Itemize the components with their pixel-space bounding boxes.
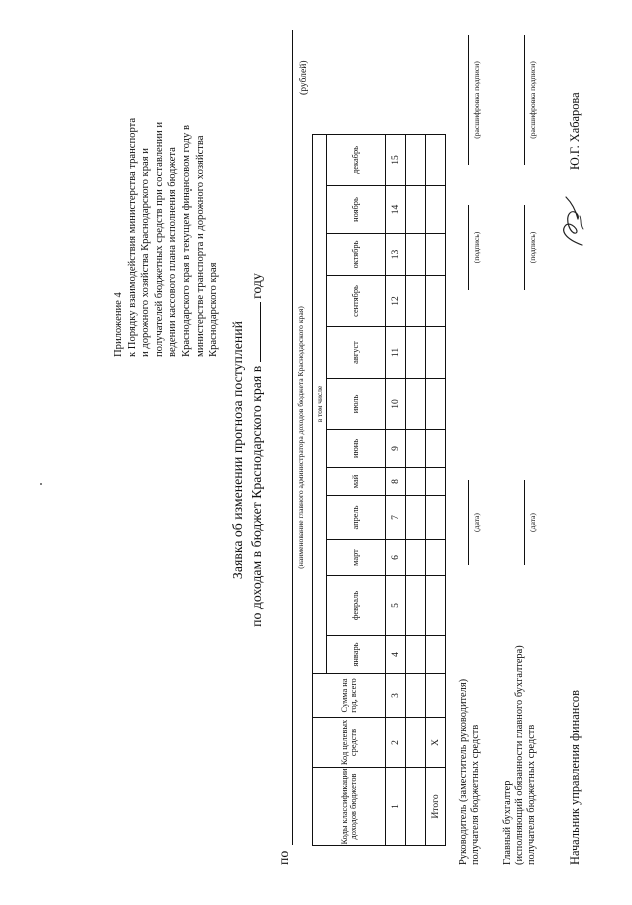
table-cell — [406, 327, 426, 379]
head-sign-line — [468, 205, 469, 290]
appendix-line: Краснодарского края — [208, 262, 220, 357]
subtitle-prefix: по доходам в бюджет Краснодарского края в — [249, 365, 264, 627]
table-cell — [426, 674, 446, 718]
header-month: декабрь — [327, 135, 386, 186]
table-cell — [406, 540, 426, 576]
appendix-line: ведении кассового плана исполнения бюджета — [167, 147, 179, 357]
scan-speck — [40, 483, 42, 485]
table-cell — [406, 234, 426, 276]
table-cell — [406, 379, 426, 430]
accountant-sign-caption: (подпись) — [528, 231, 537, 264]
column-number: 4 — [386, 636, 406, 674]
appendix-line: Краснодарского края в текущем финансовом году в — [180, 125, 192, 357]
table-cell — [426, 234, 446, 276]
header-month: март — [327, 540, 386, 576]
table-cell — [406, 576, 426, 636]
table-number-row — [386, 135, 406, 846]
units-label: (рублей) — [298, 60, 309, 95]
header-month: август — [327, 327, 386, 379]
head-date-caption: (дата) — [472, 513, 481, 532]
column-number: 10 — [386, 379, 406, 430]
accountant-label-line: Главный бухгалтер — [502, 780, 513, 865]
table-cell — [426, 186, 446, 234]
column-number: 13 — [386, 234, 406, 276]
header-target-code: Код целевых средств — [313, 718, 386, 768]
administrator-caption: (наименование главного администратора доходов бюджета Краснодарского края) — [296, 306, 305, 569]
appendix-line: к Порядку взаимодействия министерства транспорта — [126, 117, 138, 357]
accountant-decode-caption: (расшифровка подписи) — [528, 61, 537, 139]
header-month: апрель — [327, 496, 386, 540]
header-year-sum: Сумма на год, всего — [313, 674, 386, 718]
table-cell — [426, 576, 446, 636]
header-codes: Коды классификации доходов бюджетов — [313, 768, 386, 846]
column-number: 9 — [386, 430, 406, 468]
table-cell — [426, 496, 446, 540]
accountant-date-line — [524, 480, 525, 565]
table-cell — [406, 496, 426, 540]
accountant-date-caption: (дата) — [528, 513, 537, 532]
column-number: 7 — [386, 496, 406, 540]
head-sign-caption: (подпись) — [472, 231, 481, 264]
column-number: 14 — [386, 186, 406, 234]
column-number: 2 — [386, 718, 406, 768]
finance-head-position: Начальник управления финансов — [568, 690, 582, 865]
appendix-line: Приложение 4 — [113, 292, 124, 357]
table-row — [406, 135, 426, 846]
header-month: октябрь — [327, 234, 386, 276]
header-month: июль — [327, 379, 386, 430]
accountant-label-line: (исполняющий обязанности главного бухгалтера) — [514, 645, 526, 865]
head-label-line: Руководитель (заместитель руководителя) — [458, 678, 469, 865]
finance-head-name: Ю.Г. Хабарова — [568, 92, 582, 170]
table-cell — [406, 674, 426, 718]
column-number: 1 — [386, 768, 406, 846]
table-cell — [406, 276, 426, 327]
head-label-line: получателя бюджетных средств — [470, 724, 482, 865]
table-cell — [406, 468, 426, 496]
header-in-total: в том числе — [313, 135, 327, 674]
column-number: 3 — [386, 674, 406, 718]
column-number: 5 — [386, 576, 406, 636]
total-label: Итого — [426, 768, 446, 846]
table-cell — [426, 468, 446, 496]
header-month: январь — [327, 636, 386, 674]
column-number: 11 — [386, 327, 406, 379]
column-number: 12 — [386, 276, 406, 327]
table-cell — [426, 540, 446, 576]
document-subtitle — [249, 170, 265, 730]
appendix-line: получателей бюджетных средств при составлении и — [153, 121, 165, 357]
administrator-name-line — [292, 30, 293, 845]
accountant-decode-line — [524, 35, 525, 165]
head-decode-line — [468, 35, 469, 165]
header-month: сентябрь — [327, 276, 386, 327]
table-cell — [406, 186, 426, 234]
forecast-table — [312, 134, 446, 846]
table-header-row — [313, 135, 327, 846]
table-cell — [426, 327, 446, 379]
column-number: 15 — [386, 135, 406, 186]
head-decode-caption: (расшифровка подписи) — [472, 61, 481, 139]
head-date-line — [468, 480, 469, 565]
table-total-row — [426, 135, 446, 846]
head-signature-label — [458, 679, 482, 865]
table-cell — [406, 636, 426, 674]
accountant-sign-line — [524, 205, 525, 290]
table-cell — [426, 379, 446, 430]
table-cell — [406, 135, 426, 186]
accountant-label-line: получателя бюджетных средств — [526, 724, 538, 865]
table-cell — [426, 135, 446, 186]
table-cell — [406, 718, 426, 768]
column-number: 6 — [386, 540, 406, 576]
year-blank-line — [249, 302, 261, 362]
appendix-line: и дорожного хозяйства Краснодарского края и — [140, 148, 152, 357]
accountant-signature-label — [502, 645, 539, 865]
handwritten-signature — [556, 193, 588, 249]
table-cell — [426, 430, 446, 468]
appendix-block — [112, 37, 221, 357]
po-label: по — [276, 850, 291, 865]
header-month: май — [327, 468, 386, 496]
appendix-line: министерстве транспорта и дорожного хозяйства — [194, 135, 206, 357]
table-cell — [406, 430, 426, 468]
table-cell — [426, 276, 446, 327]
table-cell — [406, 768, 426, 846]
column-number: 8 — [386, 468, 406, 496]
header-month: ноябрь — [327, 186, 386, 234]
table-cell — [426, 636, 446, 674]
header-month: февраль — [327, 576, 386, 636]
header-month: июнь — [327, 430, 386, 468]
document-title: Заявка об изменении прогноза поступлений — [230, 320, 245, 580]
total-target-mark: Х — [426, 718, 446, 768]
subtitle-suffix: году — [249, 273, 264, 299]
